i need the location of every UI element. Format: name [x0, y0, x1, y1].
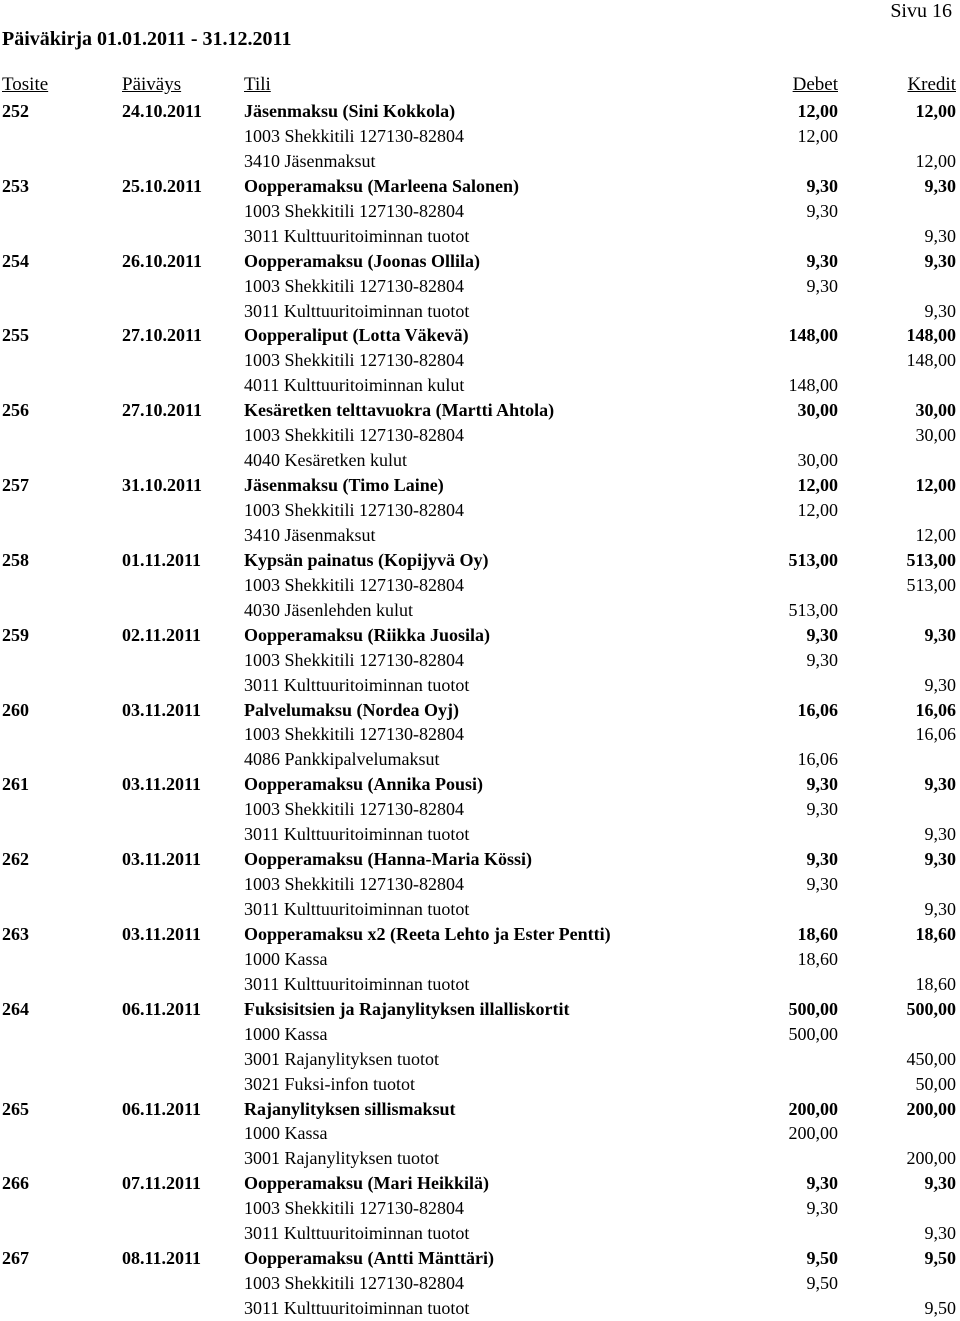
- journal-line: [0, 573, 960, 598]
- line-kredit: 12,00: [915, 150, 956, 171]
- entry-description: Oopperamaksu (Antti Mänttäri): [244, 1248, 494, 1269]
- entry-date: 26.10.2011: [122, 250, 203, 271]
- entry-description: Kypsän painatus (Kopijyvä Oy): [244, 549, 489, 570]
- entry-debet-total: 513,00: [788, 549, 838, 570]
- journal-line: [0, 448, 960, 473]
- column-header-kredit: Kredit: [907, 74, 956, 95]
- entry-debet-total: 200,00: [788, 1098, 838, 1119]
- line-kredit: 513,00: [906, 574, 956, 595]
- voucher-number: 253: [2, 175, 29, 196]
- line-debet: 9,30: [806, 200, 838, 221]
- entry-kredit-total: 9,30: [924, 774, 956, 795]
- journal-line: [0, 498, 960, 523]
- line-debet: 12,00: [797, 500, 838, 520]
- journal-entry-header: [0, 323, 960, 348]
- entry-kredit-total: 12,00: [915, 101, 956, 121]
- journal-entry-header: [0, 473, 960, 498]
- entry-kredit-total: 9,30: [924, 624, 956, 645]
- entry-description: Oopperamaksu (Annika Pousi): [244, 774, 484, 795]
- journal-line: [0, 224, 960, 249]
- entry-description: Oopperaliput (Lotta Väkevä): [244, 325, 469, 346]
- journal-line: [0, 747, 960, 772]
- entry-debet-total: 16,06: [797, 699, 838, 720]
- entry-kredit-total: 200,00: [906, 1098, 956, 1119]
- voucher-number: 254: [2, 250, 29, 271]
- journal-line: [0, 1072, 960, 1097]
- line-kredit: 148,00: [906, 350, 956, 371]
- column-headers: [0, 74, 960, 99]
- journal-line: [0, 972, 960, 997]
- line-debet: 9,30: [806, 275, 838, 296]
- journal-entry-header: [0, 1097, 960, 1122]
- voucher-number: 257: [2, 475, 29, 496]
- entry-date: 03.11.2011: [122, 849, 202, 870]
- line-debet: 12,00: [797, 125, 838, 146]
- entry-debet-total: 9,30: [806, 624, 838, 645]
- journal-line: [0, 423, 960, 448]
- entry-debet-total: 12,00: [797, 101, 838, 121]
- voucher-number: 265: [2, 1098, 29, 1119]
- column-header-tosite: Tosite: [2, 74, 49, 95]
- line-debet: 200,00: [788, 1123, 838, 1144]
- journal-line: [0, 1047, 960, 1072]
- journal-line: [0, 1146, 960, 1171]
- journal-line: [0, 648, 960, 673]
- line-account: 3410 Jäsenmaksut: [244, 150, 376, 171]
- entry-debet-total: 30,00: [797, 400, 838, 421]
- line-debet: 18,60: [797, 948, 838, 969]
- entry-debet-total: 9,30: [806, 849, 838, 870]
- entry-date: 06.11.2011: [122, 1098, 202, 1119]
- journal-entry-header: [0, 698, 960, 723]
- line-account: 1003 Shekkitili 127130-82804: [244, 1198, 464, 1219]
- entry-kredit-total: 148,00: [906, 325, 956, 346]
- line-kredit: 50,00: [915, 1073, 956, 1094]
- line-account: 1003 Shekkitili 127130-82804: [244, 125, 464, 146]
- entry-description: Palvelumaksu (Nordea Oyj): [244, 699, 459, 720]
- entry-date: 31.10.2011: [122, 475, 203, 496]
- line-kredit: 12,00: [915, 524, 956, 545]
- journal-line: [0, 872, 960, 897]
- entry-debet-total: 500,00: [788, 998, 838, 1019]
- line-debet: 9,30: [806, 1198, 838, 1219]
- journal-line: [0, 348, 960, 373]
- line-debet: 16,06: [797, 749, 838, 770]
- entry-description: Fuksisitsien ja Rajanylityksen illalliskortit: [244, 998, 570, 1019]
- line-debet: 9,50: [806, 1273, 838, 1294]
- line-account: 3011 Kulttuuritoiminnan tuotot: [244, 674, 470, 695]
- journal-line: [0, 124, 960, 149]
- entry-date: 06.11.2011: [122, 998, 202, 1019]
- line-account: 3011 Kulttuuritoiminnan tuotot: [244, 973, 470, 994]
- entry-description: Kesäretken telttavuokra (Martti Ahtola): [244, 400, 555, 421]
- entry-kredit-total: 12,00: [915, 475, 956, 496]
- line-account: 4030 Jäsenlehden kulut: [244, 599, 413, 620]
- line-account: 3011 Kulttuuritoiminnan tuotot: [244, 824, 470, 845]
- line-account: 1003 Shekkitili 127130-82804: [244, 275, 464, 296]
- entry-debet-total: 12,00: [797, 475, 838, 496]
- line-account: 3011 Kulttuuritoiminnan tuotot: [244, 1298, 470, 1318]
- line-kredit: 9,30: [924, 1223, 956, 1244]
- entry-kredit-total: 9,30: [924, 849, 956, 870]
- entry-kredit-total: 9,30: [924, 175, 956, 196]
- voucher-number: 259: [2, 624, 29, 645]
- line-account: 4040 Kesäretken kulut: [244, 450, 407, 471]
- line-kredit: 9,30: [924, 674, 956, 695]
- line-kredit: 200,00: [906, 1148, 956, 1169]
- journal-entry-header: [0, 398, 960, 423]
- line-debet: 500,00: [788, 1023, 838, 1044]
- entry-description: Oopperamaksu (Mari Heikkilä): [244, 1173, 490, 1194]
- line-debet: 513,00: [788, 599, 838, 620]
- line-debet: 30,00: [797, 450, 838, 471]
- entry-date: 01.11.2011: [122, 549, 202, 570]
- journal-line: [0, 1196, 960, 1221]
- journal-entry-header: [0, 174, 960, 199]
- voucher-number: 264: [2, 998, 29, 1019]
- column-header-tili: Tili: [244, 74, 271, 95]
- journal-line: [0, 1121, 960, 1146]
- journal-entry-header: [0, 548, 960, 573]
- journal-line: [0, 797, 960, 822]
- line-debet: 148,00: [788, 375, 838, 396]
- line-debet: 9,30: [806, 874, 838, 895]
- voucher-number: 255: [2, 325, 29, 346]
- journal-entry-header: [0, 99, 960, 124]
- journal-line: [0, 947, 960, 972]
- line-account: 1003 Shekkitili 127130-82804: [244, 1273, 464, 1294]
- entry-description: Oopperamaksu x2 (Reeta Lehto ja Ester Pentti): [244, 923, 611, 944]
- entry-kredit-total: 16,06: [915, 699, 956, 720]
- voucher-number: 261: [2, 774, 29, 795]
- entry-description: Rajanylityksen sillismaksut: [244, 1098, 456, 1119]
- journal-line: [0, 1271, 960, 1296]
- journal-line: [0, 897, 960, 922]
- entry-date: 24.10.2011: [122, 101, 203, 121]
- journal-line: [0, 722, 960, 747]
- entry-date: 27.10.2011: [122, 400, 203, 421]
- entry-description: Oopperamaksu (Hanna-Maria Kössi): [244, 849, 533, 870]
- journal-line: [0, 274, 960, 299]
- line-debet: 9,30: [806, 649, 838, 670]
- journal-line: [0, 523, 960, 548]
- entry-date: 07.11.2011: [122, 1173, 202, 1194]
- journal-line: [0, 822, 960, 847]
- journal-entry-header: [0, 249, 960, 274]
- entry-description: Jäsenmaksu (Sini Kokkola): [244, 101, 456, 121]
- entry-debet-total: 9,30: [806, 774, 838, 795]
- journal-line: [0, 373, 960, 398]
- voucher-number: 263: [2, 923, 29, 944]
- line-account: 3001 Rajanylityksen tuotot: [244, 1048, 439, 1069]
- line-account: 1003 Shekkitili 127130-82804: [244, 799, 464, 820]
- line-account: 3011 Kulttuuritoiminnan tuotot: [244, 1223, 470, 1244]
- journal-entry-header: [0, 623, 960, 648]
- document-title: Päiväkirja 01.01.2011 - 31.12.2011: [2, 28, 292, 50]
- entry-kredit-total: 500,00: [906, 998, 956, 1019]
- voucher-number: 256: [2, 400, 29, 421]
- journal-line: [0, 598, 960, 623]
- line-account: 3011 Kulttuuritoiminnan tuotot: [244, 899, 470, 919]
- line-account: 1003 Shekkitili 127130-82804: [244, 724, 464, 745]
- journal-line: [0, 149, 960, 174]
- journal-entry-header: [0, 997, 960, 1022]
- line-account: 1003 Shekkitili 127130-82804: [244, 574, 464, 595]
- journal-line: [0, 1221, 960, 1246]
- line-kredit: 9,30: [924, 899, 956, 919]
- column-header-paivays: Päiväys: [122, 74, 182, 95]
- line-kredit: 9,30: [924, 300, 956, 321]
- journal-line: [0, 1296, 960, 1321]
- line-account: 3011 Kulttuuritoiminnan tuotot: [244, 225, 470, 246]
- entry-kredit-total: 513,00: [906, 549, 956, 570]
- voucher-number: 258: [2, 549, 29, 570]
- voucher-number: 267: [2, 1248, 29, 1269]
- entry-description: Jäsenmaksu (Timo Laine): [244, 475, 444, 496]
- entry-date: 02.11.2011: [122, 624, 202, 645]
- line-account: 1003 Shekkitili 127130-82804: [244, 649, 464, 670]
- entry-date: 03.11.2011: [122, 699, 202, 720]
- journal-entries: [0, 99, 960, 1321]
- entry-description: Oopperamaksu (Riikka Juosila): [244, 624, 491, 645]
- journal-entry-header: [0, 922, 960, 947]
- entry-description: Oopperamaksu (Joonas Ollila): [244, 250, 481, 271]
- voucher-number: 266: [2, 1173, 29, 1194]
- line-account: 3410 Jäsenmaksut: [244, 524, 376, 545]
- voucher-number: 262: [2, 849, 29, 870]
- voucher-number: 260: [2, 699, 29, 720]
- line-account: 3021 Fuksi-infon tuotot: [244, 1073, 416, 1094]
- line-account: 4086 Pankkipalvelumaksut: [244, 749, 440, 770]
- entry-debet-total: 9,30: [806, 250, 838, 271]
- line-kredit: 9,30: [924, 225, 956, 246]
- entry-debet-total: 18,60: [797, 923, 838, 944]
- line-kredit: 16,06: [915, 724, 956, 745]
- line-kredit: 450,00: [906, 1048, 956, 1069]
- line-kredit: 30,00: [915, 425, 956, 446]
- entry-date: 27.10.2011: [122, 325, 203, 346]
- entry-date: 03.11.2011: [122, 923, 202, 944]
- journal-line: [0, 199, 960, 224]
- entry-kredit-total: 9,30: [924, 1173, 956, 1194]
- entry-kredit-total: 9,30: [924, 250, 956, 271]
- entry-debet-total: 148,00: [788, 325, 838, 346]
- journal-entry-header: [0, 847, 960, 872]
- line-account: 4011 Kulttuuritoiminnan kulut: [244, 375, 465, 396]
- line-account: 3011 Kulttuuritoiminnan tuotot: [244, 300, 470, 321]
- entry-debet-total: 9,50: [806, 1248, 838, 1269]
- journal-entry-header: [0, 772, 960, 797]
- line-account: 1003 Shekkitili 127130-82804: [244, 500, 464, 520]
- journal-entry-header: [0, 1246, 960, 1271]
- entry-description: Oopperamaksu (Marleena Salonen): [244, 175, 520, 196]
- column-header-debet: Debet: [792, 74, 838, 95]
- line-kredit: 18,60: [915, 973, 956, 994]
- line-account: 1003 Shekkitili 127130-82804: [244, 200, 464, 221]
- line-account: 1000 Kassa: [244, 1023, 328, 1044]
- entry-kredit-total: 18,60: [915, 923, 956, 944]
- line-debet: 9,30: [806, 799, 838, 820]
- voucher-number: 252: [2, 101, 29, 121]
- journal-entry-header: [0, 1171, 960, 1196]
- line-account: 1003 Shekkitili 127130-82804: [244, 425, 464, 446]
- entry-date: 08.11.2011: [122, 1248, 202, 1269]
- page-number: Sivu 16: [890, 0, 952, 22]
- entry-date: 03.11.2011: [122, 774, 202, 795]
- line-kredit: 9,30: [924, 824, 956, 845]
- line-account: 1003 Shekkitili 127130-82804: [244, 874, 464, 895]
- line-account: 3001 Rajanylityksen tuotot: [244, 1148, 439, 1169]
- entry-kredit-total: 30,00: [915, 400, 956, 421]
- journal-line: [0, 299, 960, 324]
- journal-line: [0, 673, 960, 698]
- line-account: 1003 Shekkitili 127130-82804: [244, 350, 464, 371]
- line-account: 1000 Kassa: [244, 948, 328, 969]
- journal-line: [0, 1022, 960, 1047]
- line-kredit: 9,50: [924, 1298, 956, 1318]
- entry-kredit-total: 9,50: [924, 1248, 956, 1269]
- line-account: 1000 Kassa: [244, 1123, 328, 1144]
- entry-debet-total: 9,30: [806, 175, 838, 196]
- entry-date: 25.10.2011: [122, 175, 203, 196]
- entry-debet-total: 9,30: [806, 1173, 838, 1194]
